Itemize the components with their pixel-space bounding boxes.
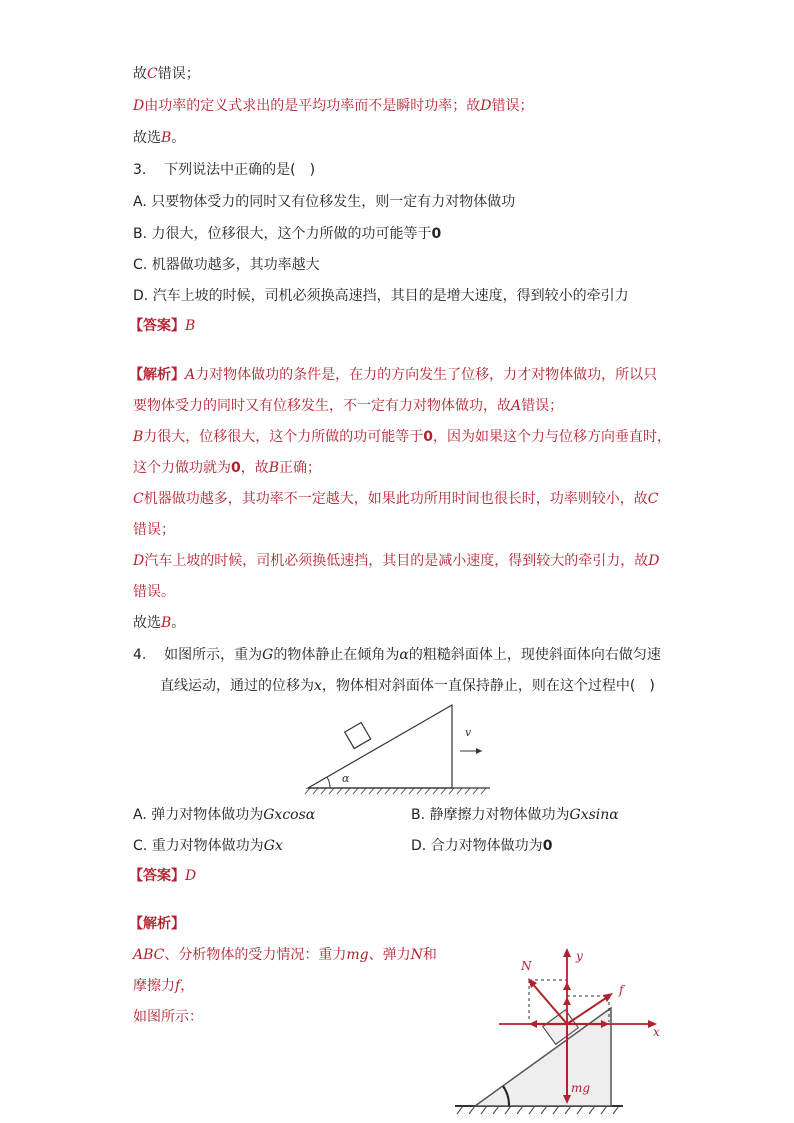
q3-analysis-line-4: 这个力做功就为0，故B正确； bbox=[133, 460, 322, 476]
ground-hatching bbox=[305, 788, 486, 794]
fd-normal-x-arrowhead bbox=[529, 1020, 537, 1028]
q4-option-d: D. 合力对物体做功为0 bbox=[411, 838, 553, 854]
prev-line-2: D由功率的定义式求出的是平均功率而不是瞬时功率；故D错误； bbox=[133, 98, 534, 114]
force-diagram bbox=[445, 940, 675, 1120]
velocity-label: v bbox=[465, 726, 472, 739]
q4-answer: 【答案】D bbox=[129, 868, 197, 884]
q4-stem-line-2: 直线运动，通过的位移为x，物体相对斜面体一直保持静止，则在这个过程中( ) bbox=[160, 678, 655, 694]
q3-number: 3. bbox=[133, 162, 147, 178]
q3-option-b: B. 力很大，位移很大，这个力所做的功可能等于0 bbox=[133, 226, 442, 242]
q4-analysis-line-1: ABC、分析物体的受力情况：重力mg、弹力N和 bbox=[133, 947, 437, 963]
q3-analysis-line-7: D汽车上坡的时候，司机必须换低速挡，其目的是减小速度，得到较大的牵引力，故D bbox=[133, 553, 660, 569]
q3-analysis-line-8: 错误。 bbox=[133, 584, 175, 600]
fd-normal-vector bbox=[531, 982, 567, 1024]
incline-figure bbox=[300, 700, 500, 800]
incline-wedge bbox=[308, 705, 452, 788]
angle-label: α bbox=[342, 772, 350, 785]
fd-friction-y-arrowhead bbox=[563, 997, 571, 1005]
q4-analysis-tag: 【解析】 bbox=[129, 916, 185, 932]
q3-option-a: A. 只要物体受力的同时又有位移发生，则一定有力对物体做功 bbox=[133, 194, 516, 210]
q3-final: 故选B。 bbox=[133, 615, 186, 631]
fd-label-n: N bbox=[521, 959, 532, 973]
fd-y-arrowhead bbox=[563, 948, 571, 957]
q3-analysis-line-6: 错误； bbox=[133, 522, 175, 538]
q4-option-a: A. 弹力对物体做功为Gxcosα bbox=[133, 807, 316, 823]
q3-answer: 【答案】B bbox=[129, 318, 196, 334]
q4-option-c: C. 重力对物体做功为Gx bbox=[133, 838, 283, 854]
q3-option-c: C. 机器做功越多，其功率越大 bbox=[133, 257, 320, 273]
q3-analysis-line-5: C机器做功越多，其功率不一定越大，如果此功所用时间也很长时，功率则较小，故C bbox=[133, 491, 659, 507]
angle-arc bbox=[327, 777, 330, 788]
fd-label-f: f bbox=[619, 983, 624, 997]
q4-analysis-line-3: 如图所示： bbox=[133, 1009, 203, 1025]
velocity-arrowhead bbox=[476, 748, 482, 754]
prev-line-1: 故C错误； bbox=[133, 66, 200, 82]
fd-label-mg: mg bbox=[571, 1081, 591, 1095]
q4-stem-line-1: 4. 如图所示，重为G的物体静止在倾角为α的粗糙斜面体上，现使斜面体向右做匀速 bbox=[133, 647, 661, 663]
fd-friction-arrowhead bbox=[603, 993, 613, 1002]
q3-analysis-line-3: B力很大，位移很大，这个力所做的功可能等于0，因为如果这个力与位移方向垂直时， bbox=[133, 429, 672, 445]
q4-option-b: B. 静摩擦力对物体做功为Gxsinα bbox=[411, 807, 619, 823]
fd-label-x: x bbox=[653, 1025, 660, 1039]
prev-line-3: 故选B。 bbox=[133, 130, 186, 146]
fd-ground-hatching bbox=[457, 1106, 619, 1114]
q3-stem: 3. 下列说法中正确的是( ) bbox=[133, 162, 316, 178]
fd-label-y: y bbox=[576, 949, 583, 963]
block bbox=[345, 723, 371, 749]
q3-analysis-line-1: 【解析】A力对物体做功的条件是，在力的方向发生了位移，力才对物体做功，所以只 bbox=[129, 367, 658, 383]
q3-analysis-line-2: 要物体受力的同时又有位移发生，不一定有力对物体做功，故A错误； bbox=[133, 398, 564, 414]
fd-wedge bbox=[475, 1008, 611, 1106]
q4-analysis-line-2: 摩擦力f， bbox=[133, 978, 195, 994]
q3-option-d: D. 汽车上坡的时候，司机必须换高速挡，其目的是增大速度，得到较小的牵引力 bbox=[133, 288, 629, 304]
q4-number: 4. bbox=[133, 647, 147, 663]
fd-normal-y-arrowhead bbox=[563, 982, 571, 990]
